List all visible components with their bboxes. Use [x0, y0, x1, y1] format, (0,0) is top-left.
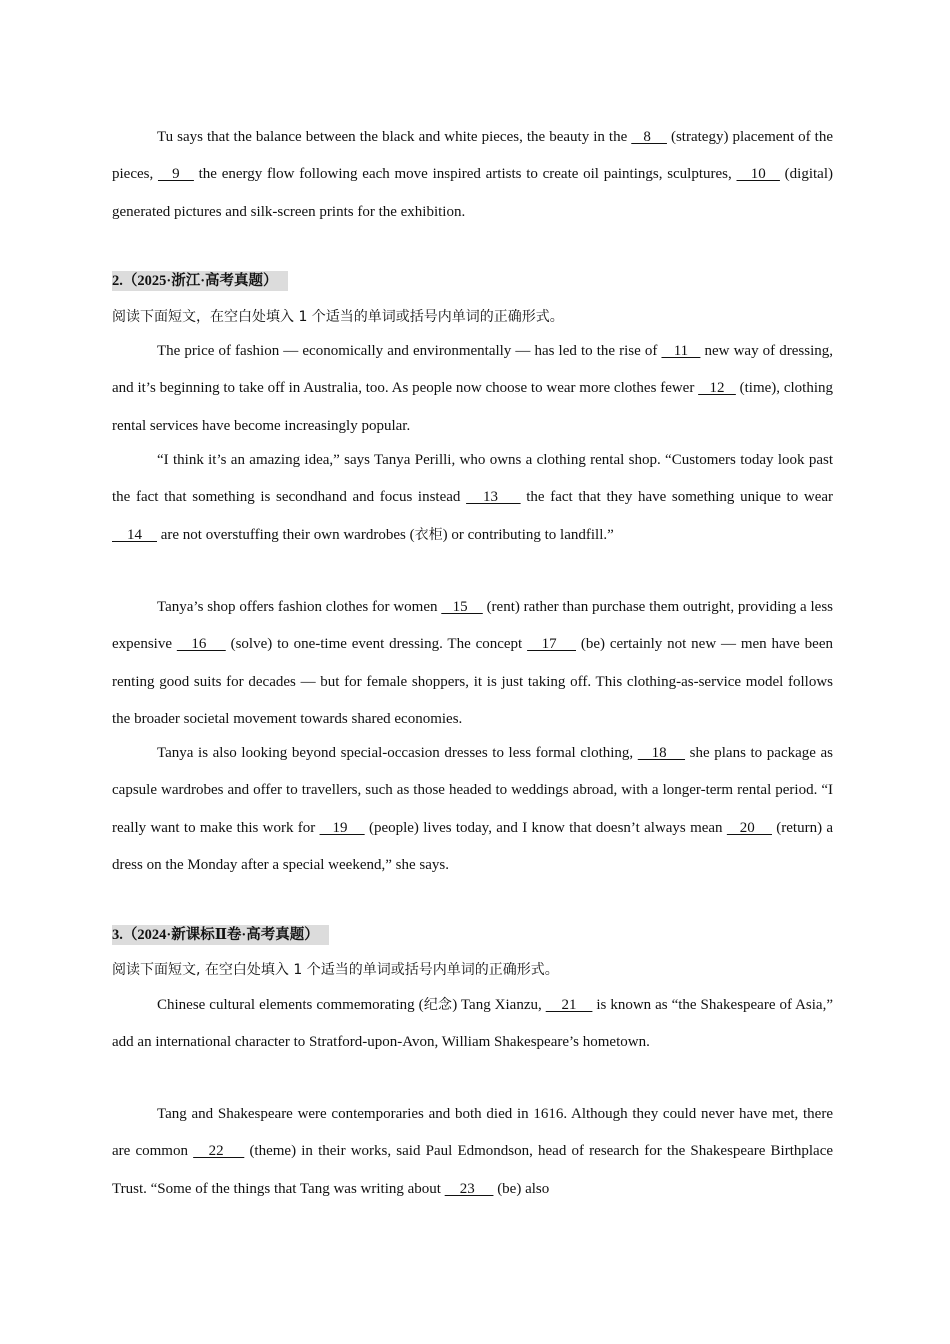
q2-paragraph-4	[112, 735, 833, 884]
blank-12[interactable]: 12	[698, 380, 736, 397]
blank-23[interactable]: 23	[444, 1180, 494, 1197]
q2-text: (be) certainly not new — men have been renting good suits for decades — but for female shoppers, it is just taking off. This clothing-as-service model follows the broader societal movement towards shared economies.	[112, 636, 833, 727]
q2-heading: 2.（2025·浙江·高考真题）	[112, 271, 288, 291]
gloss-wardrobe: 衣柜	[414, 526, 443, 543]
q2-paragraph-1	[112, 333, 833, 445]
blank-8[interactable]: 8	[631, 129, 667, 145]
blank-18[interactable]: 18	[637, 745, 686, 761]
blank-14[interactable]: 14	[112, 526, 157, 543]
q3-text: is known as “the Shakespeare of Asia,” add an international character to Stratford-upon-Avon, William Shakespeare’s hometown.	[112, 997, 833, 1051]
blank-17[interactable]: 17	[527, 636, 576, 653]
gloss-commemorate: 纪念	[423, 997, 453, 1013]
blank-11[interactable]: 11	[661, 343, 701, 359]
q3-instruction: 阅读下面短文, 在空白处填入 1 个适当的单词或括号内单词的正确形式。	[112, 962, 559, 978]
q2-text: the fact that they have something unique to wear	[520, 489, 834, 506]
q2-text: “I think it’s an amazing idea,” says Tanya Perilli, who owns a clothing rental shop. “Customers today look past the fact that something is secondhand and focus instead	[112, 452, 833, 506]
q2-text: The price of fashion — economically and environmentally — has led to the rise of	[157, 343, 662, 359]
blank-21[interactable]: 21	[545, 997, 593, 1013]
q2-paragraph-2	[112, 442, 833, 554]
q2-paragraph-3	[112, 589, 833, 738]
q1-text: Tu says that the balance between the black and white pieces, the beauty in the	[157, 129, 632, 145]
blank-20[interactable]: 20	[726, 819, 772, 836]
q1-paragraph-1	[112, 119, 833, 231]
q2-instruction: 阅读下面短文，在空白处填入 1 个适当的单词或括号内单词的正确形式。	[112, 309, 564, 325]
q2-text: (return) a dress on the Monday after a special weekend,” she says.	[112, 819, 834, 873]
blank-10[interactable]: 10	[736, 166, 780, 183]
q3-text: Tang and Shakespeare were contemporaries and both died in 1616. Although they could never have met, there are common	[112, 1106, 833, 1160]
q2-text: she plans to package as capsule wardrobes and offer to travellers, such as those headed to weddings abroad, with a longer-term rental period. “I really want to make this work for	[112, 745, 834, 836]
q2-text: new way of dressing, and it’s beginning to take off in Australia, too. As people now choose to wear more clothes fewer	[112, 343, 833, 397]
blank-15[interactable]: 15	[441, 599, 483, 615]
q3-text: ) Tang Xianzu,	[452, 997, 546, 1013]
blank-22[interactable]: 22	[193, 1143, 245, 1160]
q3-paragraph-1	[112, 987, 833, 1062]
q3-text: (be) also	[493, 1180, 550, 1197]
q1-text: (strategy) placement of the pieces,	[112, 129, 833, 183]
q2-text: (rent) rather than purchase them outright, providing a less expensive	[112, 599, 833, 653]
q2-text: (solve) to one-time event dressing. The concept	[225, 636, 528, 653]
blank-9[interactable]: 9	[157, 166, 194, 183]
q2-text: ) or contributing to landfill.”	[442, 526, 614, 543]
q3-heading: 3.（2024·新课标Ⅱ卷·高考真题）	[112, 925, 329, 945]
q2-text: Tanya is also looking beyond special-occasion dresses to less formal clothing,	[157, 745, 638, 761]
q3-text: (theme) in their works, said Paul Edmondson, head of research for the Shakespeare Birthplace Trust. “Some of the things that Tang was writing about	[112, 1143, 834, 1197]
q3-paragraph-2	[112, 1096, 833, 1208]
q1-text: (digital) generated pictures and silk-screen prints for the exhibition.	[112, 166, 833, 220]
blank-13[interactable]: 13	[466, 489, 521, 506]
blank-19[interactable]: 19	[319, 819, 365, 836]
q2-text: (time), clothing rental services have become increasingly popular.	[112, 380, 833, 434]
q2-text: are not overstuffing their own wardrobes (	[157, 526, 415, 543]
q2-text: (people) lives today, and I know that doesn’t always mean	[364, 819, 727, 836]
blank-16[interactable]: 16	[176, 636, 226, 653]
q1-text: the energy flow following each move inspired artists to create oil paintings, sculptures,	[193, 166, 737, 183]
q3-text: Chinese cultural elements commemorating (	[157, 997, 424, 1013]
q2-text: Tanya’s shop offers fashion clothes for women	[157, 599, 442, 615]
